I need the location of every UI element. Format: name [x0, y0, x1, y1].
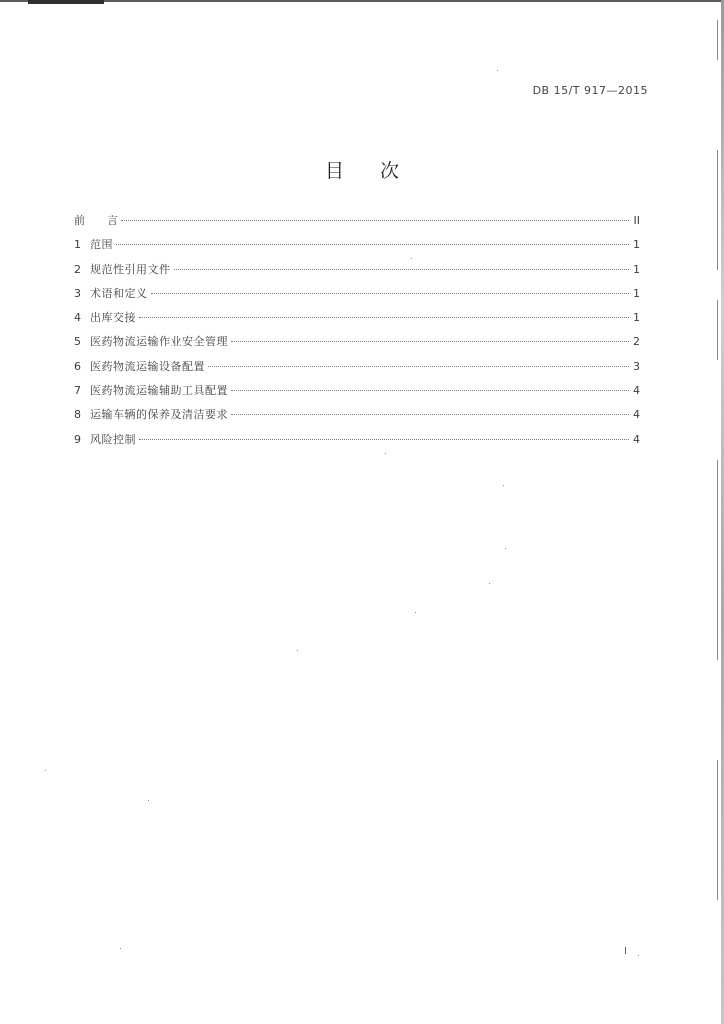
toc-entry[interactable]	[74, 382, 640, 406]
scan-speck	[505, 548, 506, 549]
toc-page-number: 1	[633, 311, 640, 325]
scan-right-mark	[717, 20, 718, 60]
scan-right-mark	[717, 460, 718, 660]
scan-speck	[503, 485, 504, 486]
toc-entry-number: 6	[74, 359, 81, 373]
scan-top-edge	[0, 0, 724, 2]
scan-speck	[489, 583, 490, 584]
toc-entry-number: 4	[74, 311, 81, 325]
toc-page-number: 2	[633, 335, 640, 349]
toc-leader-dots	[121, 220, 629, 221]
page-number: I	[624, 946, 627, 957]
toc-page-number: 1	[633, 262, 640, 276]
toc-page-number: II	[633, 214, 640, 227]
title-char: 次	[380, 160, 400, 182]
scan-right-mark	[717, 760, 718, 900]
toc-leader-dots	[151, 293, 630, 294]
toc-leader-dots	[116, 244, 629, 245]
toc-entry-label: 范围	[90, 238, 113, 252]
scan-speck	[385, 453, 386, 454]
toc-entry-label: 医药物流运输辅助工具配置	[90, 384, 228, 398]
toc-entry-number: 3	[74, 286, 81, 300]
toc-entry-number: 1	[74, 238, 81, 252]
toc-entry-number: 7	[74, 384, 81, 398]
scan-speck	[120, 948, 121, 949]
scan-top-notch	[28, 0, 104, 4]
toc-page-number: 3	[633, 359, 640, 373]
scan-speck	[415, 612, 416, 613]
toc-entry[interactable]	[74, 406, 640, 430]
toc-entry-label: 医药物流运输设备配置	[90, 359, 205, 373]
toc-entry-number: 2	[74, 262, 81, 276]
toc-leader-dots	[231, 414, 629, 415]
toc-page-number: 1	[633, 238, 640, 252]
toc-page-number: 4	[633, 432, 640, 446]
scan-right-mark	[717, 300, 718, 360]
toc-entry-number: 9	[74, 432, 81, 446]
page-title	[0, 156, 724, 183]
toc-leader-dots	[139, 439, 629, 440]
toc-entry-label: 出库交接	[90, 311, 136, 325]
toc-entry[interactable]	[74, 333, 640, 357]
toc-entry-number: 5	[74, 335, 81, 349]
toc-entry[interactable]	[74, 285, 640, 309]
toc-entry-label: 前 言	[74, 214, 118, 227]
toc-entry[interactable]	[74, 431, 640, 455]
toc-page-number: 4	[633, 384, 640, 398]
toc-leader-dots	[139, 317, 629, 318]
toc-leader-dots	[231, 341, 629, 342]
toc-entry-label: 术语和定义	[90, 286, 148, 300]
scan-speck	[297, 650, 298, 651]
title-char: 目	[324, 160, 344, 182]
toc-page-number: 4	[633, 408, 640, 422]
toc-entry-label: 风险控制	[90, 432, 136, 446]
toc-entry[interactable]	[74, 261, 640, 285]
table-of-contents	[74, 212, 640, 455]
toc-entry-label: 医药物流运输作业安全管理	[90, 335, 228, 349]
scan-speck	[45, 770, 46, 771]
toc-entry-foreword[interactable]	[74, 212, 640, 236]
toc-entry-label: 规范性引用文件	[90, 262, 171, 276]
toc-entry[interactable]	[74, 309, 640, 333]
scan-speck	[638, 955, 639, 956]
toc-leader-dots	[231, 390, 629, 391]
scan-speck	[148, 800, 149, 801]
toc-entry[interactable]	[74, 236, 640, 260]
scan-speck	[497, 70, 498, 71]
standard-code: DB 15/T 917—2015	[532, 84, 648, 97]
toc-leader-dots	[208, 366, 629, 367]
toc-leader-dots	[174, 269, 630, 270]
toc-entry-number: 8	[74, 408, 81, 422]
toc-entry[interactable]	[74, 358, 640, 382]
toc-entry-label: 运输车辆的保养及清洁要求	[90, 408, 228, 422]
toc-page-number: 1	[633, 286, 640, 300]
scan-speck	[411, 258, 412, 259]
